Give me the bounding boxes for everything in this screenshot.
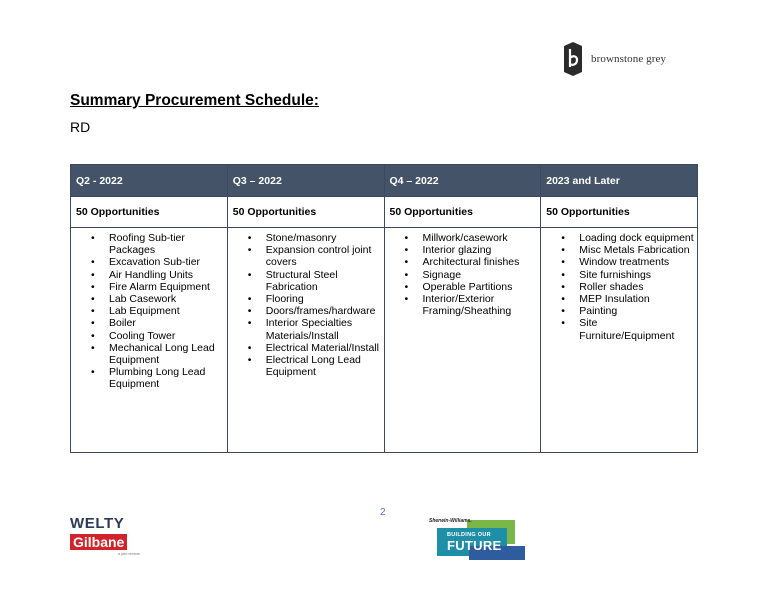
list-item: • Painting bbox=[579, 305, 695, 317]
list-item: • Roller shades bbox=[579, 281, 695, 293]
list-item: • Lab Casework bbox=[109, 293, 225, 305]
list-item: • Doors/frames/hardware bbox=[266, 305, 382, 317]
list-item: • Lab Equipment bbox=[109, 305, 225, 317]
list-item: • Boiler bbox=[109, 317, 225, 329]
table-header-row bbox=[71, 165, 698, 197]
brownstone-grey-logo bbox=[562, 40, 666, 78]
list-item: • Signage bbox=[423, 269, 539, 281]
items-list bbox=[71, 232, 225, 391]
list-item: • Fire Alarm Equipment bbox=[109, 281, 225, 293]
list-item: • Roofing Sub-tier Packages bbox=[109, 232, 225, 256]
list-item: • Structural Steel Fabrication bbox=[266, 269, 382, 293]
list-item: • Site Furniture/Equipment bbox=[579, 317, 695, 341]
list-item: • Interior/Exterior Framing/Sheathing bbox=[423, 293, 539, 317]
joint-venture-tagline: a joint venture bbox=[118, 552, 140, 556]
column-header: 2023 and Later bbox=[541, 165, 698, 197]
column-header: Q2 - 2022 bbox=[71, 165, 228, 197]
opportunity-count: 50 Opportunities bbox=[541, 197, 698, 228]
building-our-text: BUILDING OUR bbox=[447, 532, 491, 538]
page-title: Summary Procurement Schedule: bbox=[70, 92, 319, 109]
list-item: • Air Handling Units bbox=[109, 269, 225, 281]
list-item: • Flooring bbox=[266, 293, 382, 305]
list-item: • Misc Metals Fabrication bbox=[579, 244, 695, 256]
page-subtitle: RD bbox=[70, 119, 91, 135]
welty-text: WELTY bbox=[70, 515, 125, 532]
list-item: • Interior glazing bbox=[423, 244, 539, 256]
items-cell bbox=[541, 228, 698, 453]
list-item: • Window treatments bbox=[579, 256, 695, 268]
welty-gilbane-logo bbox=[70, 516, 146, 560]
list-item: • Stone/masonry bbox=[266, 232, 382, 244]
items-list bbox=[541, 232, 695, 342]
building-our-future-logo bbox=[429, 514, 525, 562]
items-row bbox=[71, 228, 698, 453]
list-item: • Loading dock equipment bbox=[579, 232, 695, 244]
brownstone-logo-icon bbox=[562, 41, 584, 77]
column-header: Q4 – 2022 bbox=[384, 165, 541, 197]
list-item: • Millwork/casework bbox=[423, 232, 539, 244]
gilbane-text: Gilbane bbox=[70, 534, 127, 550]
list-item: • Expansion control joint covers bbox=[266, 244, 382, 268]
list-item: • Excavation Sub-tier bbox=[109, 256, 225, 268]
column-header: Q3 – 2022 bbox=[227, 165, 384, 197]
opportunity-count: 50 Opportunities bbox=[227, 197, 384, 228]
items-cell bbox=[71, 228, 228, 453]
list-item: • Mechanical Long Lead Equipment bbox=[109, 342, 225, 366]
list-item: • Interior Specialties Materials/Install bbox=[266, 317, 382, 341]
sherwin-williams-text: Sherwin-Williams. bbox=[429, 518, 472, 524]
list-item: • Electrical Long Lead Equipment bbox=[266, 354, 382, 378]
future-text: FUTURE bbox=[447, 538, 502, 553]
list-item: • Architectural finishes bbox=[423, 256, 539, 268]
brand-name: brownstone grey bbox=[591, 53, 667, 65]
items-list bbox=[228, 232, 382, 378]
opportunity-count: 50 Opportunities bbox=[71, 197, 228, 228]
opportunity-count: 50 Opportunities bbox=[384, 197, 541, 228]
items-cell bbox=[227, 228, 384, 453]
opportunities-row bbox=[71, 197, 698, 228]
list-item: • Cooling Tower bbox=[109, 330, 225, 342]
procurement-schedule-table bbox=[70, 164, 698, 453]
list-item: • MEP Insulation bbox=[579, 293, 695, 305]
page-number: 2 bbox=[380, 507, 386, 518]
list-item: • Site furnishings bbox=[579, 269, 695, 281]
list-item: • Electrical Material/Install bbox=[266, 342, 382, 354]
items-cell bbox=[384, 228, 541, 453]
list-item: • Operable Partitions bbox=[423, 281, 539, 293]
items-list bbox=[385, 232, 539, 317]
list-item: • Plumbing Long Lead Equipment bbox=[109, 366, 225, 390]
